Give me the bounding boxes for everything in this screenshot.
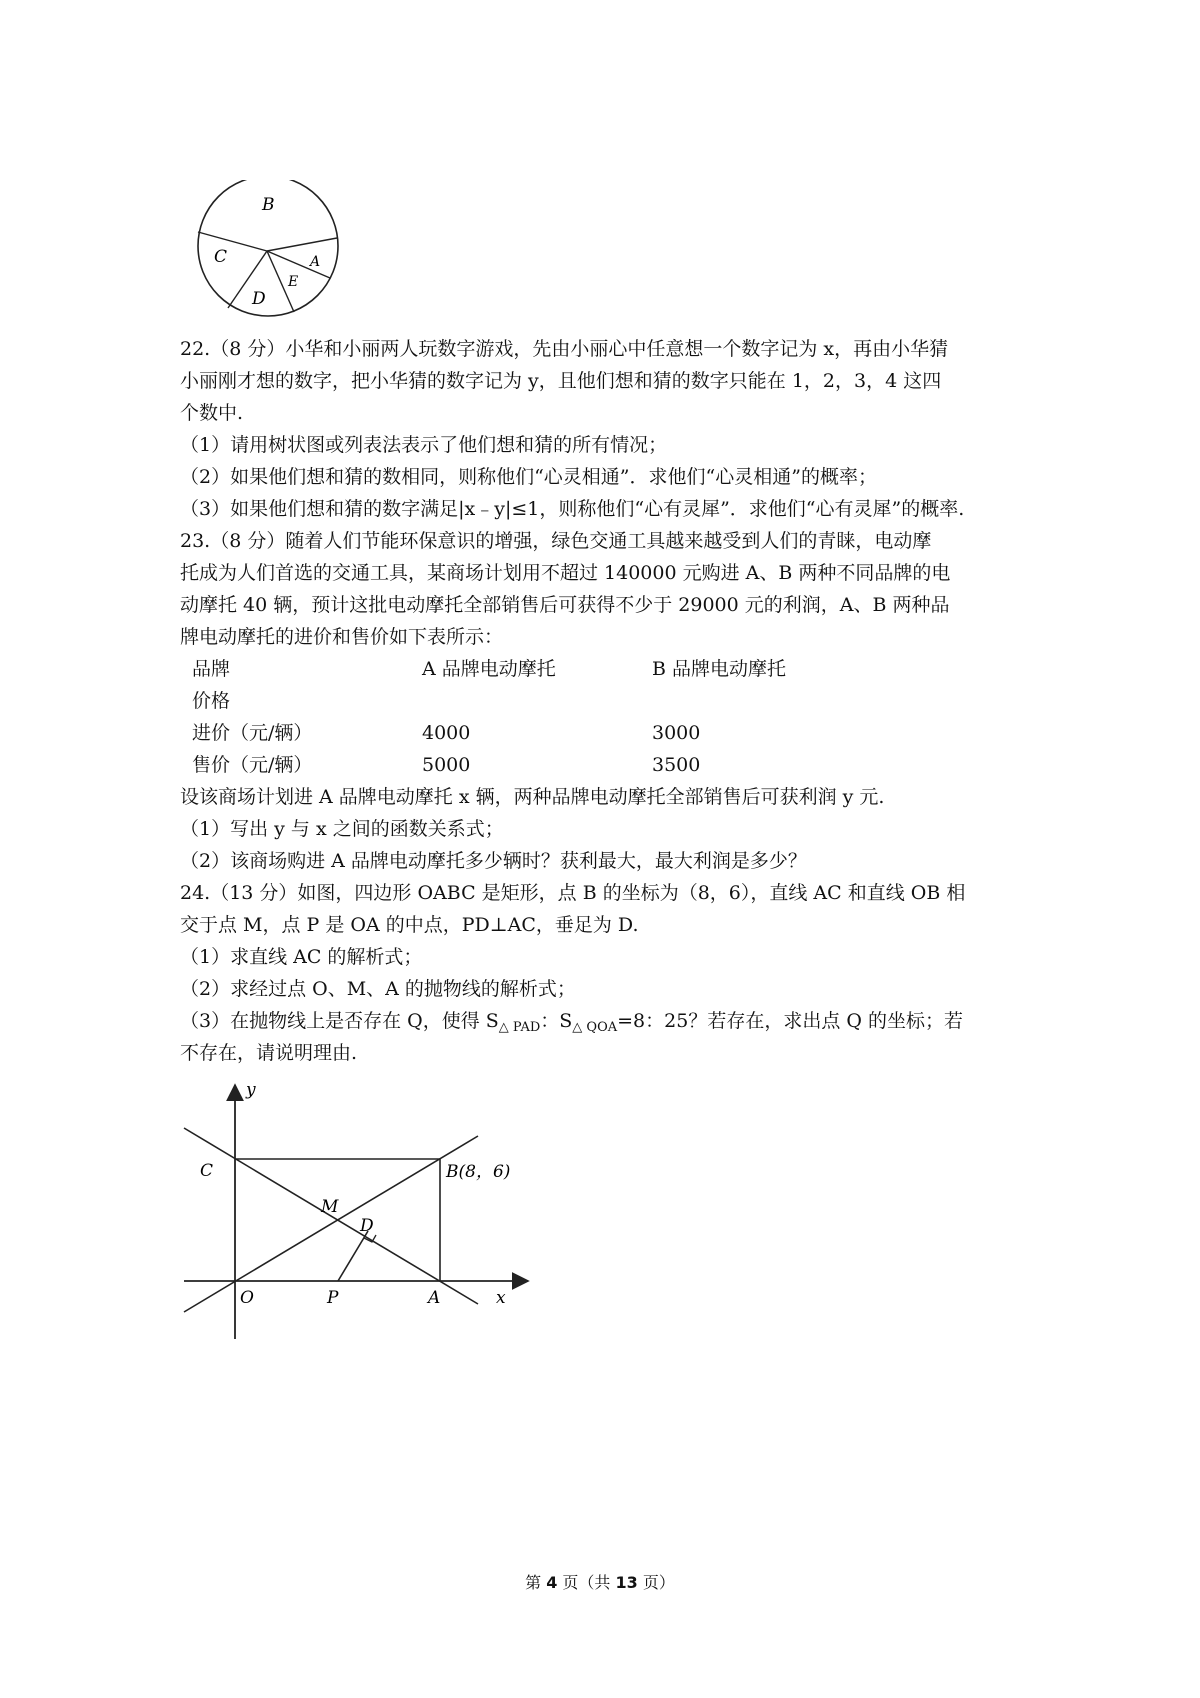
footer-prefix: 第 (525, 1573, 547, 1592)
q22-part-1: （1）请用树状图或列表法表示了他们想和猜的所有情况； (180, 434, 668, 456)
label-x: x (496, 1288, 506, 1308)
q22-part-2: （2）如果他们想和猜的数相同，则称他们“心灵相通”．求他们“心灵相通”的概率； (180, 466, 877, 488)
label-y: y (246, 1080, 256, 1100)
table-cell: A 品牌电动摩托 (422, 658, 556, 680)
label-o: O (240, 1288, 254, 1308)
segment-pd (338, 1231, 368, 1281)
q24-line-2: 交于点 M，点 P 是 OA 的中点，PD⊥AC，垂足为 D. (180, 914, 639, 936)
q24-part-1: （1）求直线 AC 的解析式； (180, 946, 423, 968)
q24-part-3-prefix: （3）在抛物线上是否存在 Q，使得 S (180, 1010, 499, 1032)
table-cell: 品牌 (192, 658, 231, 680)
label-b: B(8，6) (446, 1162, 511, 1182)
price-table (180, 653, 1030, 781)
label-p: P (327, 1288, 339, 1308)
line-ob (184, 1136, 478, 1312)
q23-line-3: 动摩托 40 辆，预计这批电动摩托全部销售后可获得不少于 29000 元的利润，A、B 两种品 (180, 594, 950, 616)
label-d: D (360, 1216, 374, 1236)
q22-part-3: （3）如果他们想和猜的数字满足|x﹣y|≤1，则称他们“心有灵犀”．求他们“心有灵犀”的概率. (180, 498, 965, 520)
q24-line-1: 24.（13 分）如图，四边形 OABC 是矩形，点 B 的坐标为（8，6），直线 AC 和直线 OB 相 (180, 882, 966, 904)
pie-label-c: C (214, 247, 228, 267)
table-cell: 价格 (192, 690, 231, 712)
q22-line-3: 个数中. (180, 402, 244, 424)
pie-divider-bc (198, 232, 267, 251)
q23-after: 设该商场计划进 A 品牌电动摩托 x 辆，两种品牌电动摩托全部销售后可获利润 y 元. (180, 786, 885, 808)
q24-part-3-cont: 不存在，请说明理由. (180, 1042, 358, 1064)
q22-line-1: 22.（8 分）小华和小丽两人玩数字游戏，先由小丽心中任意想一个数字记为 x，再由小华猜 (180, 338, 949, 360)
q24-part-2: （2）求经过点 O、M、A 的抛物线的解析式； (180, 978, 576, 1000)
table-cell: 进价（元/辆） (192, 722, 313, 744)
footer-suffix: 页） (637, 1573, 675, 1592)
table-cell: 5000 (422, 754, 471, 776)
label-m: M (321, 1197, 339, 1217)
q23-line-1: 23.（8 分）随着人们节能环保意识的增强，绿色交通工具越来越受到人们的青睐，电动摩 (180, 530, 932, 552)
table-cell: B 品牌电动摩托 (652, 658, 787, 680)
table-cell: 3000 (652, 722, 701, 744)
label-c: C (200, 1161, 214, 1181)
subscript-pad: △ PAD (498, 1020, 541, 1035)
table-cell (652, 685, 882, 717)
q24-part-3 (180, 1005, 1030, 1037)
page-footer (0, 1570, 1200, 1593)
q22-line-2: 小丽刚才想的数字，把小华猜的数字记为 y，且他们想和猜的数字只能在 1，2，3，4 这四 (180, 370, 942, 392)
pie-label-e: E (288, 274, 299, 290)
footer-page-number: 4 (546, 1573, 558, 1592)
pie-label-b: B (262, 195, 275, 215)
question-text (180, 333, 1030, 1069)
pie-figure (182, 180, 362, 320)
table-cell: 4000 (422, 722, 471, 744)
label-a: A (428, 1288, 441, 1308)
rectangle-figure (178, 1075, 538, 1345)
table-cell: 售价（元/辆） (192, 754, 313, 776)
q23-line-2: 托成为人们首选的交通工具，某商场计划用不超过 140000 元购进 A、B 两种不同品牌的电 (180, 562, 951, 584)
pie-label-d: D (252, 289, 266, 309)
footer-total-pages: 13 (615, 1573, 638, 1592)
q24-part-3-mid: ：S (540, 1010, 573, 1032)
q24-part-3-suffix: =8：25？若存在，求出点 Q 的坐标；若 (617, 1010, 963, 1032)
q23-part-2: （2）该商场购进 A 品牌电动摩托多少辆时？获利最大，最大利润是多少？ (180, 850, 807, 872)
footer-mid: 页（共 (557, 1573, 616, 1592)
q23-part-1: （1）写出 y 与 x 之间的函数关系式； (180, 818, 504, 840)
pie-label-a: A (310, 254, 321, 270)
pie-divider-ba (267, 238, 337, 251)
table-cell: 3500 (652, 754, 701, 776)
table-cell (422, 685, 652, 717)
q23-line-4: 牌电动摩托的进价和售价如下表所示： (180, 626, 504, 648)
subscript-qoa: △ QOA (572, 1020, 618, 1035)
